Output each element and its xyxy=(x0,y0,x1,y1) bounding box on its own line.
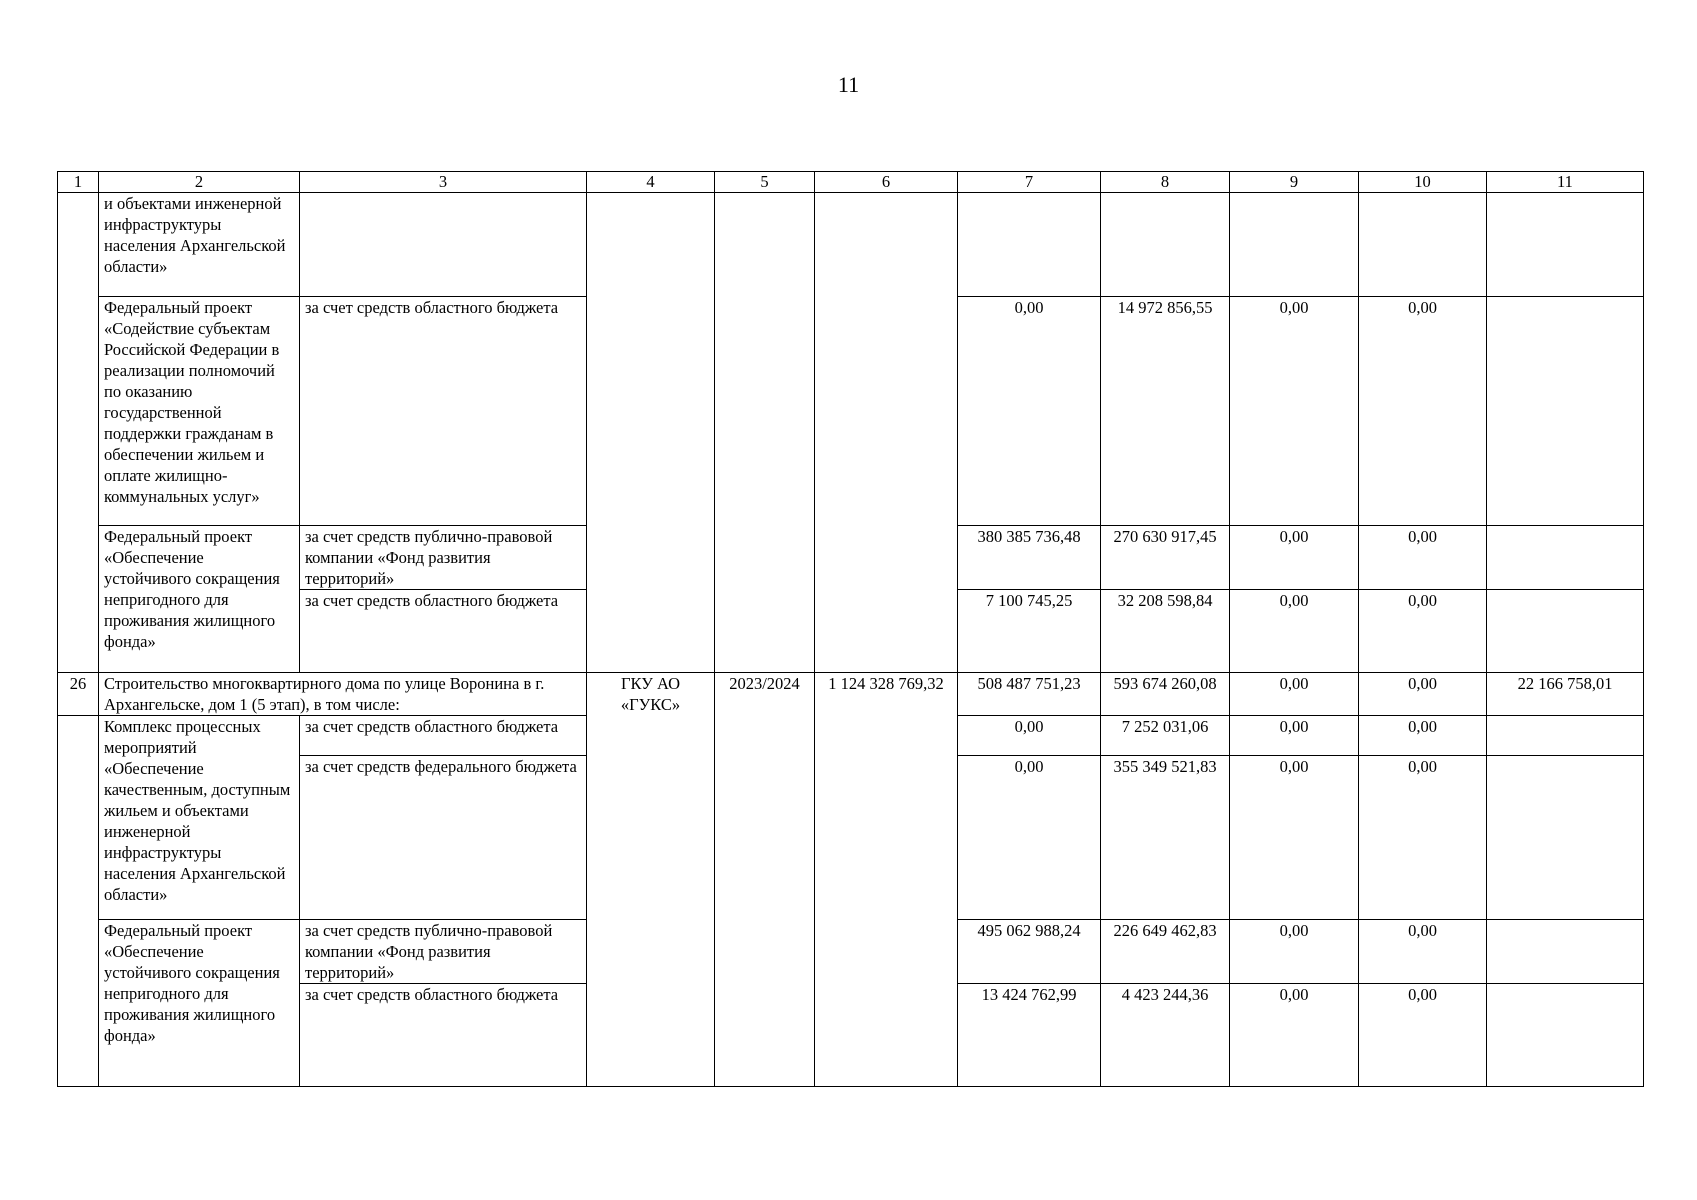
value-cell: 0,00 xyxy=(958,716,1101,756)
value-cell: 7 100 745,25 xyxy=(958,590,1101,673)
value-cell: 0,00 xyxy=(1359,297,1487,526)
value-cell xyxy=(1487,526,1644,590)
column-header: 5 xyxy=(715,172,815,193)
value-cell: 22 166 758,01 xyxy=(1487,673,1644,716)
value-cell xyxy=(1487,716,1644,756)
table-row xyxy=(58,193,1644,297)
value-cell: 32 208 598,84 xyxy=(1101,590,1230,673)
column-header: 2 xyxy=(99,172,300,193)
customer-cell xyxy=(587,193,715,673)
value-cell: 13 424 762,99 xyxy=(958,984,1101,1087)
item-number-cell: 26 xyxy=(58,673,99,716)
value-cell: 0,00 xyxy=(958,297,1101,526)
source-cell: за счет средств федерального бюджета xyxy=(300,756,587,920)
source-cell: за счет средств публично-правовой компании «Фонд развития территорий» xyxy=(300,920,587,984)
value-cell xyxy=(1487,920,1644,984)
value-cell: 0,00 xyxy=(1230,673,1359,716)
value-cell: 0,00 xyxy=(1230,297,1359,526)
source-cell: за счет средств областного бюджета xyxy=(300,297,587,526)
value-cell: 508 487 751,23 xyxy=(958,673,1101,716)
total-cost-cell: 1 124 328 769,32 xyxy=(815,673,958,1087)
source-cell: за счет средств публично-правовой компании «Фонд развития территорий» xyxy=(300,526,587,590)
source-cell: за счет средств областного бюджета xyxy=(300,590,587,673)
source-cell: за счет средств областного бюджета xyxy=(300,716,587,756)
column-header: 4 xyxy=(587,172,715,193)
value-cell: 0,00 xyxy=(1359,756,1487,920)
value-cell xyxy=(1101,193,1230,297)
value-cell xyxy=(1230,193,1359,297)
page-number: 11 xyxy=(837,72,860,97)
value-cell: 0,00 xyxy=(958,756,1101,920)
value-cell: 0,00 xyxy=(1359,984,1487,1087)
value-cell: 0,00 xyxy=(1359,590,1487,673)
period-cell: 2023/2024 xyxy=(715,673,815,1087)
value-cell: 0,00 xyxy=(1230,756,1359,920)
table-row xyxy=(58,673,1644,716)
program-cell: Федеральный проект «Обеспечение устойчивого сокращения непригодного для проживания жилищного фонда» xyxy=(99,526,300,673)
column-header: 10 xyxy=(1359,172,1487,193)
value-cell: 4 423 244,36 xyxy=(1101,984,1230,1087)
value-cell: 0,00 xyxy=(1359,526,1487,590)
customer-cell: ГКУ АО «ГУКС» xyxy=(587,673,715,1087)
value-cell: 593 674 260,08 xyxy=(1101,673,1230,716)
value-cell xyxy=(1487,756,1644,920)
financing-table xyxy=(57,171,1644,1087)
column-header: 7 xyxy=(958,172,1101,193)
value-cell xyxy=(1487,984,1644,1087)
value-cell: 270 630 917,45 xyxy=(1101,526,1230,590)
source-cell xyxy=(300,193,587,297)
value-cell: 0,00 xyxy=(1359,920,1487,984)
value-cell: 7 252 031,06 xyxy=(1101,716,1230,756)
column-header: 6 xyxy=(815,172,958,193)
value-cell: 380 385 736,48 xyxy=(958,526,1101,590)
value-cell xyxy=(1487,193,1644,297)
value-cell: 0,00 xyxy=(1359,716,1487,756)
total-cost-cell xyxy=(815,193,958,673)
value-cell: 0,00 xyxy=(1230,716,1359,756)
value-cell: 355 349 521,83 xyxy=(1101,756,1230,920)
item-number-cell xyxy=(58,716,99,1087)
value-cell: 0,00 xyxy=(1230,590,1359,673)
value-cell: 14 972 856,55 xyxy=(1101,297,1230,526)
program-cell: и объектами инженерной инфраструктуры населения Архангельской области» xyxy=(99,193,300,297)
column-header: 9 xyxy=(1230,172,1359,193)
value-cell xyxy=(1359,193,1487,297)
column-number-row xyxy=(58,172,1644,193)
program-cell: Комплекс процессных мероприятий «Обеспечение качественным, доступным жильем и объектами инженерной инфраструктуры населения Архангельской области» xyxy=(99,716,300,920)
value-cell: 495 062 988,24 xyxy=(958,920,1101,984)
value-cell: 0,00 xyxy=(1230,920,1359,984)
column-header: 8 xyxy=(1101,172,1230,193)
value-cell: 0,00 xyxy=(1230,984,1359,1087)
column-header: 3 xyxy=(300,172,587,193)
value-cell: 226 649 462,83 xyxy=(1101,920,1230,984)
column-header: 1 xyxy=(58,172,99,193)
period-cell xyxy=(715,193,815,673)
column-header: 11 xyxy=(1487,172,1644,193)
object-name-cell: Строительство многоквартирного дома по улице Воронина в г. Архангельске, дом 1 (5 этап), в том числе: xyxy=(99,673,587,716)
value-cell: 0,00 xyxy=(1230,526,1359,590)
program-cell: Федеральный проект «Обеспечение устойчивого сокращения непригодного для проживания жилищного фонда» xyxy=(99,920,300,1087)
program-cell: Федеральный проект «Содействие субъектам Российской Федерации в реализации полномочий по оказанию государственной поддержки гражданам в обеспечении жильем и оплате жилищно-коммунальных услуг» xyxy=(99,297,300,526)
value-cell xyxy=(958,193,1101,297)
item-number-cell xyxy=(58,193,99,673)
value-cell xyxy=(1487,590,1644,673)
value-cell xyxy=(1487,297,1644,526)
source-cell: за счет средств областного бюджета xyxy=(300,984,587,1087)
value-cell: 0,00 xyxy=(1359,673,1487,716)
